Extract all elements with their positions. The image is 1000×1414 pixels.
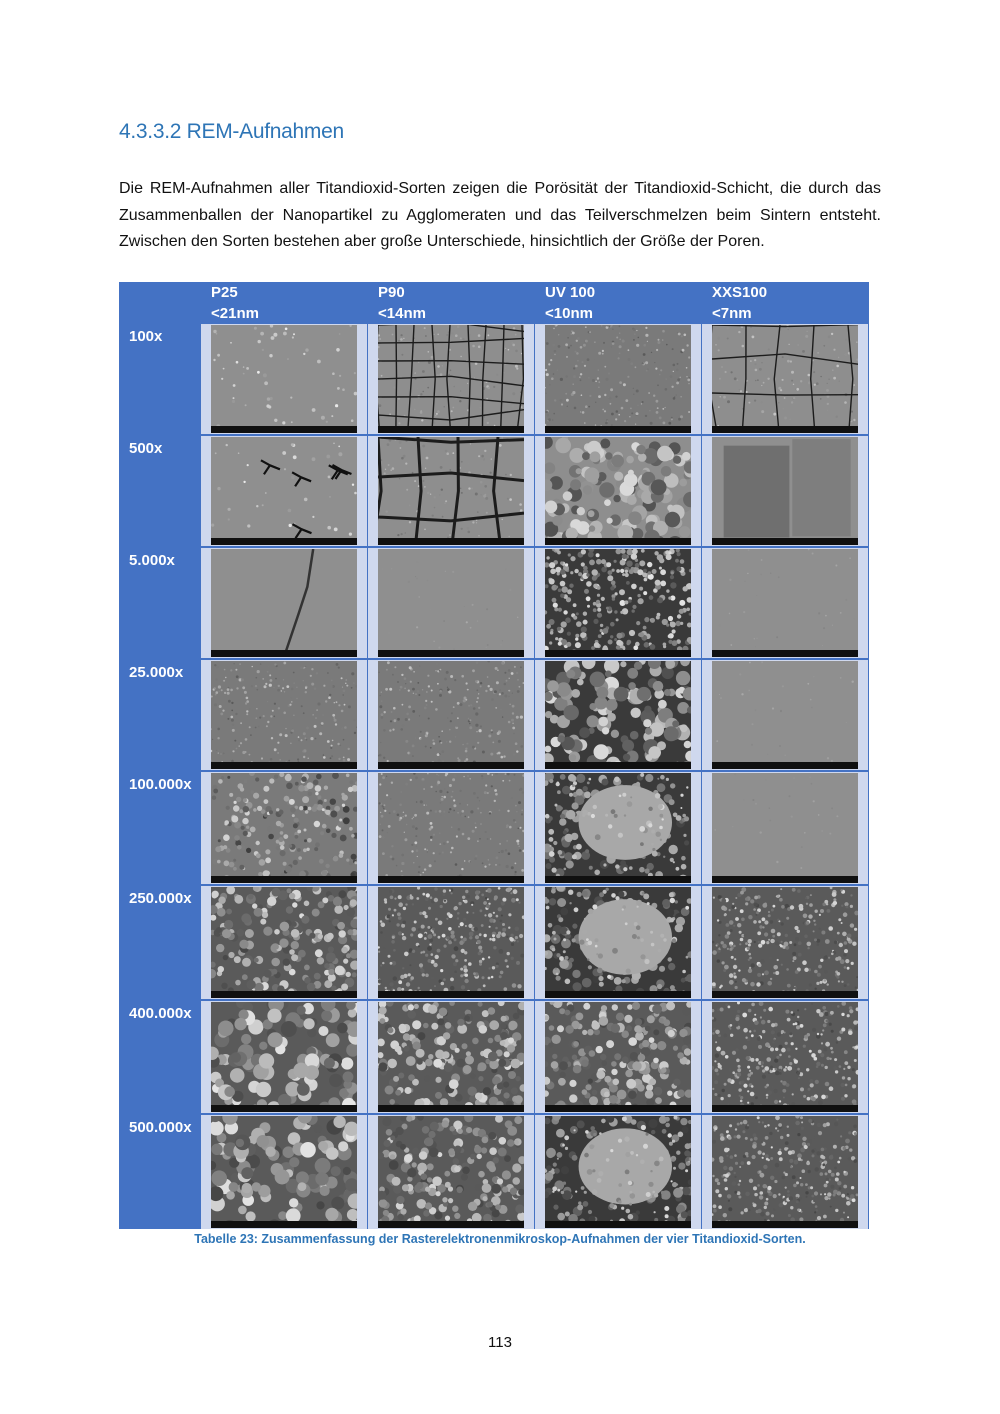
column-size: <7nm — [712, 305, 752, 322]
row-magnification-label: 100x — [129, 328, 163, 345]
sem-micrograph — [712, 773, 858, 883]
sem-micrograph — [211, 549, 357, 657]
column-name: P90 — [378, 284, 405, 301]
column-header — [712, 282, 767, 324]
body-paragraph: Die REM-Aufnahmen aller Titandioxid-Sorten zeigen die Porösität der Titandioxid-Schicht, die durch das Zusammenballen der Nanopartikel zu Agglomeraten und das Teilverschmelzen beim Sintern entsteht. Zwischen den Sorten bestehen aber große Unterschiede, hinsichtlich der Größe der Poren. — [119, 180, 881, 250]
column-size: <21nm — [211, 305, 259, 322]
micrograph-info-bar — [211, 538, 357, 545]
row-magnification-label: 500x — [129, 440, 163, 457]
micrograph-info-bar — [712, 1221, 858, 1228]
column-name: UV 100 — [545, 284, 596, 301]
page-number: 113 — [488, 1334, 512, 1351]
column-header — [378, 282, 426, 324]
micrograph-info-bar — [211, 426, 357, 433]
sem-micrograph — [545, 325, 691, 433]
column-size: <14nm — [378, 305, 426, 322]
section-heading: 4.3.3.2 REM-Aufnahmen — [119, 120, 344, 143]
micrograph-info-bar — [712, 762, 858, 769]
micrograph-info-bar — [545, 650, 691, 657]
sem-micrograph — [545, 1116, 691, 1228]
micrograph-info-bar — [712, 650, 858, 657]
table-caption: Tabelle 23: Zusammenfassung der Rasterelektronenmikroskop-Aufnahmen der vier Titandioxid-Sorten. — [194, 1232, 806, 1246]
sem-micrograph — [545, 437, 691, 545]
micrograph-info-bar — [712, 426, 858, 433]
column-name: P25 — [211, 284, 238, 301]
micrograph-info-bar — [545, 1105, 691, 1112]
sem-micrograph — [712, 661, 858, 769]
sem-micrograph — [545, 1002, 691, 1112]
row-magnification-label: 500.000x — [129, 1119, 192, 1136]
micrograph-info-bar — [211, 762, 357, 769]
micrograph-info-bar — [545, 876, 691, 883]
sem-micrograph — [545, 661, 691, 769]
micrograph-info-bar — [545, 991, 691, 998]
micrograph-info-bar — [211, 1221, 357, 1228]
sem-micrograph — [211, 325, 357, 433]
sem-micrograph — [378, 773, 524, 883]
column-name: XXS100 — [712, 284, 768, 301]
micrograph-info-bar — [378, 538, 524, 545]
row-magnification-label: 100.000x — [129, 776, 192, 793]
micrograph-info-bar — [378, 650, 524, 657]
sem-micrograph — [211, 1002, 357, 1112]
sem-micrograph — [712, 1116, 858, 1228]
sem-micrograph — [545, 773, 691, 883]
micrograph-info-bar — [378, 876, 524, 883]
micrograph-info-bar — [712, 1105, 858, 1112]
sem-micrograph — [378, 887, 524, 998]
sem-micrograph — [378, 549, 524, 657]
micrograph-info-bar — [712, 991, 858, 998]
column-header — [211, 282, 259, 324]
sem-micrograph — [378, 661, 524, 769]
sem-micrograph — [378, 1002, 524, 1112]
micrograph-info-bar — [211, 876, 357, 883]
sem-micrograph — [211, 887, 357, 998]
micrograph-info-bar — [545, 426, 691, 433]
micrograph-info-bar — [378, 991, 524, 998]
row-magnification-label: 400.000x — [129, 1005, 192, 1022]
sem-micrograph — [545, 549, 691, 657]
row-magnification-label: 250.000x — [129, 890, 192, 907]
row-magnification-label: 5.000x — [129, 552, 175, 569]
sem-micrograph — [712, 887, 858, 998]
micrograph-info-bar — [545, 762, 691, 769]
micrograph-info-bar — [211, 991, 357, 998]
micrograph-info-bar — [378, 426, 524, 433]
micrograph-info-bar — [712, 538, 858, 545]
sem-micrograph — [211, 437, 357, 545]
sem-micrograph — [712, 1002, 858, 1112]
sem-micrograph — [712, 549, 858, 657]
sem-micrograph — [378, 325, 524, 433]
micrograph-info-bar — [712, 876, 858, 883]
sem-micrograph — [712, 325, 858, 433]
micrograph-info-bar — [545, 1221, 691, 1228]
sem-micrograph — [211, 773, 357, 883]
micrograph-info-bar — [378, 1221, 524, 1228]
sem-micrograph — [378, 1116, 524, 1228]
micrograph-info-bar — [378, 762, 524, 769]
sem-micrograph — [545, 887, 691, 998]
column-size: <10nm — [545, 305, 593, 322]
column-header — [545, 282, 595, 324]
micrograph-info-bar — [211, 650, 357, 657]
sem-image-table — [119, 282, 869, 1229]
micrograph-info-bar — [545, 538, 691, 545]
micrograph-info-bar — [211, 1105, 357, 1112]
row-magnification-label: 25.000x — [129, 664, 184, 681]
sem-micrograph — [211, 661, 357, 769]
micrograph-info-bar — [378, 1105, 524, 1112]
sem-micrograph — [211, 1116, 357, 1228]
sem-micrograph — [712, 437, 858, 545]
sem-micrograph — [378, 437, 524, 545]
